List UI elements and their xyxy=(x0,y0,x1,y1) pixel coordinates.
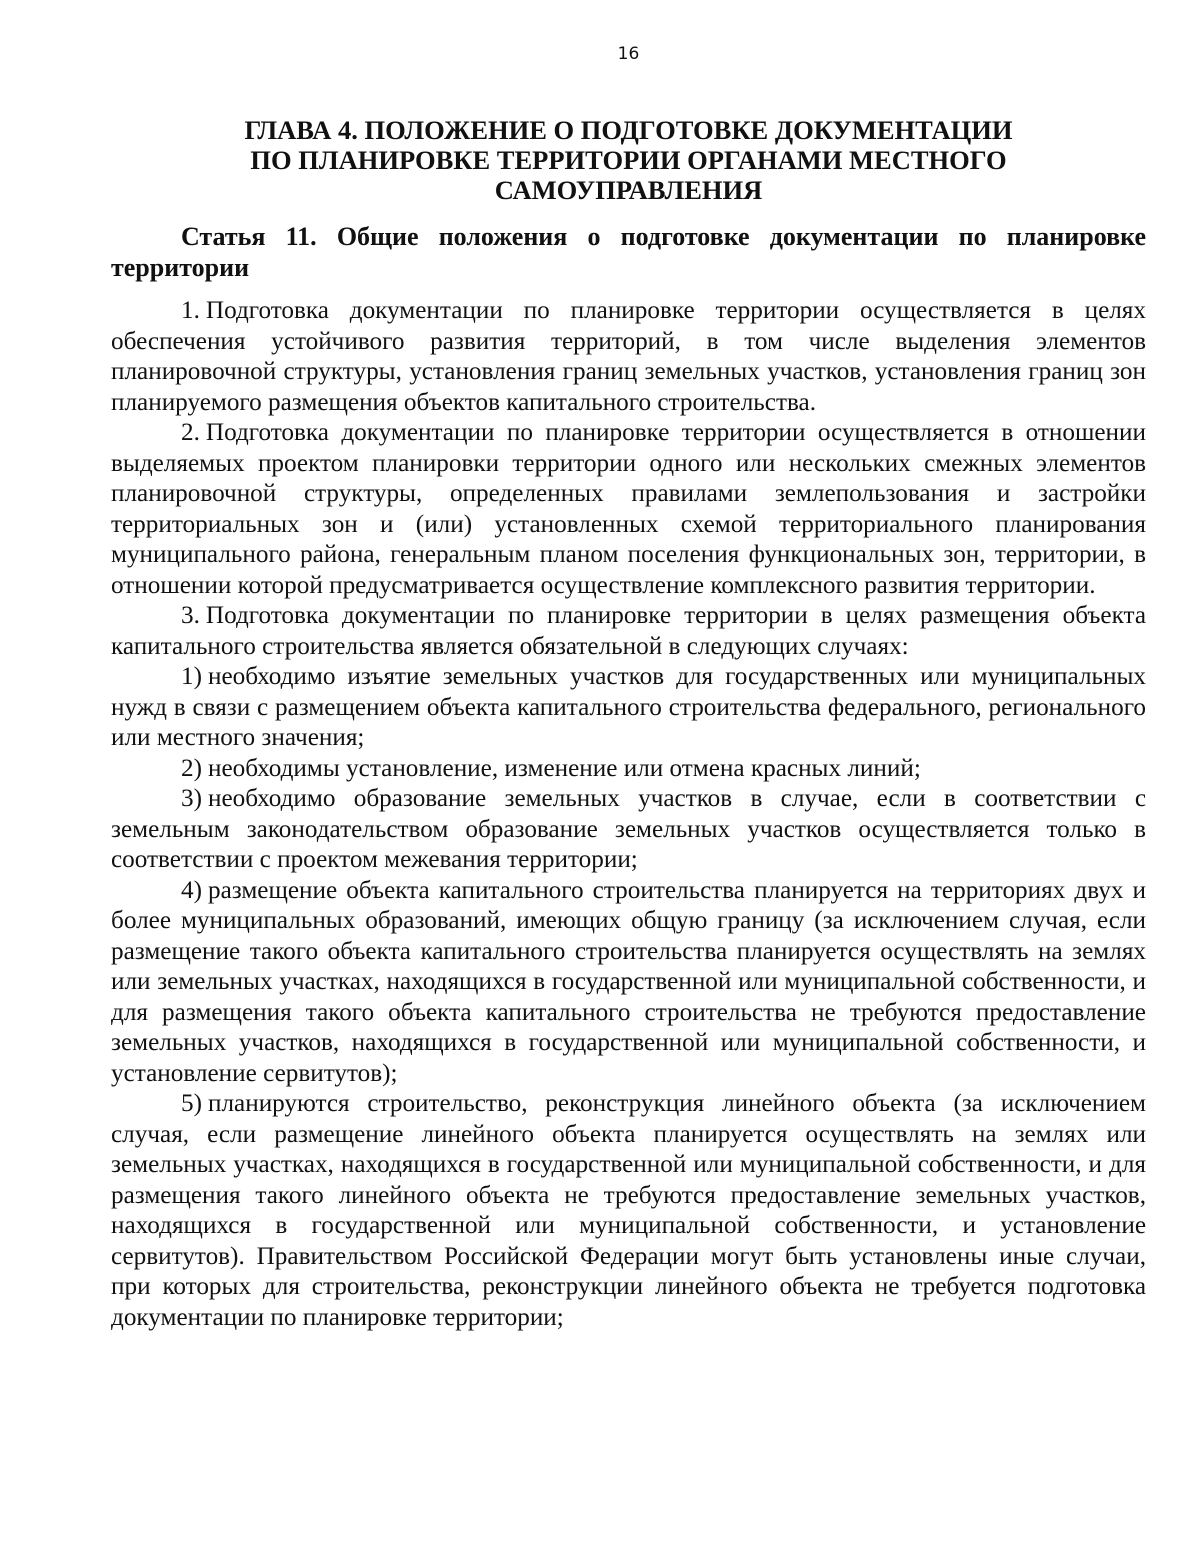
list-item-number: 1) xyxy=(181,663,202,690)
chapter-title xyxy=(111,115,1146,205)
paragraph-text: Подготовка документации по планировке территории осуществляется в целях обеспечения устойчивого развития территорий, в том числе выделения элементов планировочной структуры, установления границ земельных участков, установления границ зон планируемого размещения объектов капитального строительства. xyxy=(111,297,1146,416)
paragraph-number: 2. xyxy=(181,419,200,446)
list-item-number: 3) xyxy=(181,785,202,812)
article-title: Статья 11. Общие положения о подготовке документации по планировке территории xyxy=(111,222,1146,282)
page-number: 16 xyxy=(617,44,640,64)
paragraph xyxy=(111,418,1146,601)
list-item xyxy=(111,1089,1146,1333)
paragraph xyxy=(111,296,1146,418)
paragraph-text: Подготовка документации по планировке территории осуществляется в отношении выделяемых проектом планировки территории одного или нескольких смежных элементов планировочной структуры, определенных правилами землепользования и застройки территориальных зон и (или) установленных схемой территориального планирования муниципального района, генеральным планом поселения функциональных зон, территории, в отношении которой предусматривается осуществление комплексного развития территории. xyxy=(111,419,1146,599)
article-body xyxy=(111,296,1146,1333)
list-item xyxy=(111,784,1146,876)
chapter-title-line: ПО ПЛАНИРОВКЕ ТЕРРИТОРИИ ОРГАНАМИ МЕСТНОГО xyxy=(250,145,1007,175)
list-item-number: 4) xyxy=(181,876,202,904)
list-item-text: необходимы установление, изменение или отмена красных линий; xyxy=(207,754,921,782)
list-item-text: необходимо образование земельных участков в случае, если в соответствии с земельным законодательством образование земельных участков осуществляется только в соответствии с проектом межевания территории; xyxy=(111,785,1146,873)
list-item xyxy=(111,876,1146,1090)
document-page xyxy=(111,0,1146,1553)
list-item-number: 5) xyxy=(181,1090,202,1117)
list-item-text: планируются строительство, реконструкция линейного объекта (за исключением случая, если размещение линейного объекта планируется осуществлять на землях или земельных участках, находящихся в государственной или муниципальной собственности, и для размещения такого линейного объекта не требуются предоставление земельных участков, находящихся в государственной или муниципальной собственности, и установление сервитутов). Правительством Российской Федерации могут быть установлены иные случаи, при которых для строительства, реконструкции линейного объекта не требуется подготовка документации по планировке территории; xyxy=(111,1090,1146,1331)
list-item xyxy=(111,754,1146,785)
list-item xyxy=(111,662,1146,754)
list-item-number: 2) xyxy=(181,754,202,782)
paragraph-number: 3. xyxy=(181,602,200,629)
chapter-title-line: САМОУПРАВЛЕНИЯ xyxy=(494,175,763,205)
paragraph-text: Подготовка документации по планировке территории в целях размещения объекта капитального строительства является обязательной в следующих случаях: xyxy=(111,602,1146,660)
list-item-text: необходимо изъятие земельных участков для государственных или муниципальных нужд в связи с размещением объекта капитального строительства федерального, регионального или местного значения; xyxy=(111,663,1146,751)
paragraph-number: 1. xyxy=(181,297,200,324)
chapter-title-line: ГЛАВА 4. ПОЛОЖЕНИЕ О ПОДГОТОВКЕ ДОКУМЕНТАЦИИ xyxy=(244,115,1013,145)
list-item-text: размещение объекта капитального строительства планируется на территориях двух и более муниципальных образований, имеющих общую границу (за исключением случая, если размещение такого объекта капитального строительства планируется осуществлять на землях или земельных участках, находящихся в государственной или муниципальной собственности, и для размещения такого объекта капитального строительства не требуются предоставление земельных участков, находящихся в государственной или муниципальной собственности, и установление сервитутов); xyxy=(111,876,1146,1087)
paragraph xyxy=(111,601,1146,662)
